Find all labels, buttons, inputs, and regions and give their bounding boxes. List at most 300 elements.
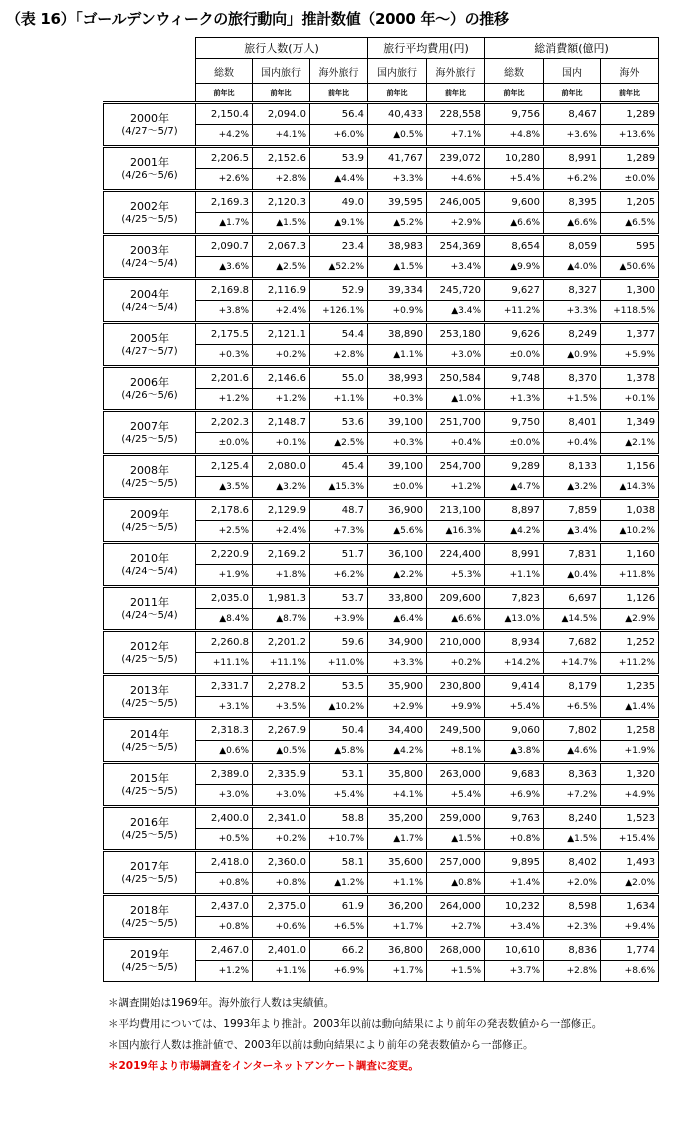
value-cell: 268,000	[427, 939, 485, 961]
value-cell: 66.2	[310, 939, 368, 961]
year-label	[104, 499, 196, 543]
yoy-cell: ▲6.6%	[427, 609, 485, 631]
yoy-cell: ▲0.5%	[368, 125, 427, 147]
yoy-cell: +6.9%	[485, 785, 544, 807]
yoy-header: 前年比	[368, 84, 427, 103]
yoy-cell: ▲4.4%	[310, 169, 368, 191]
value-cell: 9,414	[485, 675, 544, 697]
yoy-cell: +0.5%	[196, 829, 253, 851]
value-cell: 2,169.3	[196, 191, 253, 213]
yoy-cell: ±0.0%	[485, 433, 544, 455]
yoy-cell: +3.1%	[196, 697, 253, 719]
value-cell: 1,126	[601, 587, 659, 609]
value-cell: 8,179	[544, 675, 601, 697]
yoy-cell: +4.9%	[601, 785, 659, 807]
period-text: (4/27～5/7)	[121, 345, 178, 357]
yoy-cell: +14.7%	[544, 653, 601, 675]
yoy-cell: ▲52.2%	[310, 257, 368, 279]
yoy-cell: +3.6%	[544, 125, 601, 147]
period-text: (4/25～5/5)	[121, 917, 178, 929]
value-cell: 2,150.4	[196, 103, 253, 125]
value-cell: 2,341.0	[253, 807, 310, 829]
yoy-cell: +0.8%	[485, 829, 544, 851]
yoy-cell: ▲4.6%	[544, 741, 601, 763]
yoy-cell: +1.2%	[427, 477, 485, 499]
yoy-cell: +0.3%	[368, 389, 427, 411]
yoy-cell: +0.9%	[368, 301, 427, 323]
year-text: 2012年	[130, 639, 169, 653]
value-cell: 10,280	[485, 147, 544, 169]
yoy-cell: +11.1%	[196, 653, 253, 675]
value-cell: 2,146.6	[253, 367, 310, 389]
value-cell: 8,934	[485, 631, 544, 653]
yoy-cell: +2.8%	[253, 169, 310, 191]
year-label	[104, 851, 196, 895]
yoy-header: 前年比	[601, 84, 659, 103]
value-cell: 1,235	[601, 675, 659, 697]
yoy-cell: ▲6.4%	[368, 609, 427, 631]
value-cell: 8,467	[544, 103, 601, 125]
yoy-cell: ▲4.0%	[544, 257, 601, 279]
yoy-cell: +11.0%	[310, 653, 368, 675]
yoy-cell: +11.2%	[601, 653, 659, 675]
value-cell: 1,320	[601, 763, 659, 785]
table-row	[104, 719, 659, 741]
yoy-cell: +3.4%	[427, 257, 485, 279]
yoy-cell: +2.3%	[544, 917, 601, 939]
value-cell: 2,335.9	[253, 763, 310, 785]
value-cell: 53.7	[310, 587, 368, 609]
yoy-cell: ▲3.8%	[485, 741, 544, 763]
yoy-cell: ▲50.6%	[601, 257, 659, 279]
yoy-cell: ▲10.2%	[310, 697, 368, 719]
yoy-cell: +11.8%	[601, 565, 659, 587]
value-cell: 9,763	[485, 807, 544, 829]
value-cell: 2,080.0	[253, 455, 310, 477]
year-text: 2001年	[130, 155, 169, 169]
table-row	[104, 763, 659, 785]
year-text: 2007年	[130, 419, 169, 433]
year-label	[104, 763, 196, 807]
value-cell: 8,836	[544, 939, 601, 961]
value-cell: 2,206.5	[196, 147, 253, 169]
yoy-header: 前年比	[427, 84, 485, 103]
table-row	[104, 851, 659, 873]
year-label	[104, 147, 196, 191]
value-cell: 246,005	[427, 191, 485, 213]
value-cell: 39,100	[368, 455, 427, 477]
yoy-cell: +7.1%	[427, 125, 485, 147]
value-cell: 39,334	[368, 279, 427, 301]
yoy-cell: ▲1.2%	[310, 873, 368, 895]
value-cell: 209,600	[427, 587, 485, 609]
yoy-cell: +2.0%	[544, 873, 601, 895]
corner-cell	[104, 84, 196, 103]
value-cell: 2,318.3	[196, 719, 253, 741]
value-cell: 1,774	[601, 939, 659, 961]
value-cell: 39,100	[368, 411, 427, 433]
yoy-cell: +9.9%	[427, 697, 485, 719]
yoy-cell: +0.3%	[196, 345, 253, 367]
value-cell: 210,000	[427, 631, 485, 653]
yoy-cell: +0.2%	[253, 345, 310, 367]
value-cell: 34,900	[368, 631, 427, 653]
yoy-header: 前年比	[253, 84, 310, 103]
value-cell: 2,129.9	[253, 499, 310, 521]
value-cell: 2,331.7	[196, 675, 253, 697]
yoy-header: 前年比	[196, 84, 253, 103]
value-cell: 1,634	[601, 895, 659, 917]
yoy-cell: ▲6.6%	[544, 213, 601, 235]
year-text: 2009年	[130, 507, 169, 521]
value-cell: 9,626	[485, 323, 544, 345]
value-cell: 228,558	[427, 103, 485, 125]
table-row	[104, 279, 659, 301]
yoy-cell: +3.0%	[253, 785, 310, 807]
value-cell: 2,201.2	[253, 631, 310, 653]
value-cell: 2,360.0	[253, 851, 310, 873]
value-cell: 8,370	[544, 367, 601, 389]
yoy-cell: ▲2.0%	[601, 873, 659, 895]
year-label	[104, 235, 196, 279]
yoy-cell: ▲10.2%	[601, 521, 659, 543]
yoy-cell: +2.4%	[253, 301, 310, 323]
gw-travel-trend-table	[103, 37, 659, 982]
period-text: (4/25～5/5)	[121, 697, 178, 709]
value-cell: 259,000	[427, 807, 485, 829]
value-cell: 2,152.6	[253, 147, 310, 169]
value-cell: 33,800	[368, 587, 427, 609]
yoy-cell: ▲1.1%	[368, 345, 427, 367]
value-cell: 2,401.0	[253, 939, 310, 961]
period-text: (4/26～5/6)	[121, 169, 178, 181]
value-cell: 1,493	[601, 851, 659, 873]
year-text: 2015年	[130, 771, 169, 785]
period-text: (4/24～5/4)	[121, 257, 178, 269]
value-cell: 36,200	[368, 895, 427, 917]
group-header-total-spend: 総消費額(億円)	[485, 38, 659, 59]
yoy-cell: ▲9.9%	[485, 257, 544, 279]
value-cell: 8,240	[544, 807, 601, 829]
sub-header: 海外旅行	[310, 59, 368, 84]
yoy-cell: +4.1%	[253, 125, 310, 147]
value-cell: 58.8	[310, 807, 368, 829]
sub-header: 総数	[485, 59, 544, 84]
group-header-avg-cost: 旅行平均費用(円)	[368, 38, 485, 59]
yoy-cell: +2.8%	[544, 961, 601, 982]
value-cell: 51.7	[310, 543, 368, 565]
value-cell: 1,038	[601, 499, 659, 521]
value-cell: 213,100	[427, 499, 485, 521]
yoy-cell: ▲1.7%	[196, 213, 253, 235]
value-cell: 2,220.9	[196, 543, 253, 565]
yoy-cell: ▲5.2%	[368, 213, 427, 235]
year-label	[104, 807, 196, 851]
yoy-cell: +6.2%	[310, 565, 368, 587]
yoy-cell: ▲1.5%	[427, 829, 485, 851]
value-cell: 239,072	[427, 147, 485, 169]
yoy-cell: +8.6%	[601, 961, 659, 982]
period-text: (4/27～5/7)	[121, 125, 178, 137]
value-cell: 35,800	[368, 763, 427, 785]
yoy-cell: ▲8.4%	[196, 609, 253, 631]
table-row	[104, 939, 659, 961]
year-text: 2018年	[130, 903, 169, 917]
value-cell: 8,991	[485, 543, 544, 565]
yoy-cell: +8.1%	[427, 741, 485, 763]
value-cell: 2,094.0	[253, 103, 310, 125]
yoy-cell: +0.4%	[427, 433, 485, 455]
value-cell: 2,148.7	[253, 411, 310, 433]
yoy-cell: +1.2%	[196, 389, 253, 411]
yoy-cell: +3.8%	[196, 301, 253, 323]
year-text: 2004年	[130, 287, 169, 301]
year-text: 2003年	[130, 243, 169, 257]
value-cell: 257,000	[427, 851, 485, 873]
yoy-cell: +6.0%	[310, 125, 368, 147]
period-text: (4/25～5/5)	[121, 213, 178, 225]
value-cell: 1,300	[601, 279, 659, 301]
value-cell: 10,232	[485, 895, 544, 917]
period-text: (4/25～5/5)	[121, 741, 178, 753]
yoy-cell: ▲0.6%	[196, 741, 253, 763]
value-cell: 53.1	[310, 763, 368, 785]
table-row	[104, 191, 659, 213]
value-cell: 53.6	[310, 411, 368, 433]
yoy-header: 前年比	[485, 84, 544, 103]
value-cell: 7,831	[544, 543, 601, 565]
year-label	[104, 103, 196, 147]
yoy-cell: +1.5%	[427, 961, 485, 982]
value-cell: 61.9	[310, 895, 368, 917]
table-body	[104, 103, 659, 982]
yoy-cell: +0.1%	[253, 433, 310, 455]
yoy-cell: ▲6.5%	[601, 213, 659, 235]
value-cell: 2,467.0	[196, 939, 253, 961]
table-row	[104, 103, 659, 125]
value-cell: 53.9	[310, 147, 368, 169]
yoy-cell: +0.2%	[427, 653, 485, 675]
yoy-cell: +3.3%	[544, 301, 601, 323]
yoy-cell: ▲5.8%	[310, 741, 368, 763]
yoy-cell: +1.2%	[196, 961, 253, 982]
yoy-cell: ▲3.5%	[196, 477, 253, 499]
sub-header: 国内旅行	[368, 59, 427, 84]
yoy-cell: ▲0.8%	[427, 873, 485, 895]
sub-header: 海外	[601, 59, 659, 84]
yoy-cell: +0.6%	[253, 917, 310, 939]
value-cell: 9,895	[485, 851, 544, 873]
value-cell: 2,278.2	[253, 675, 310, 697]
value-cell: 2,090.7	[196, 235, 253, 257]
value-cell: 1,349	[601, 411, 659, 433]
value-cell: 9,060	[485, 719, 544, 741]
yoy-cell: +6.2%	[544, 169, 601, 191]
yoy-cell: +5.9%	[601, 345, 659, 367]
year-text: 2019年	[130, 947, 169, 961]
value-cell: 251,700	[427, 411, 485, 433]
value-cell: 2,201.6	[196, 367, 253, 389]
yoy-cell: ▲2.2%	[368, 565, 427, 587]
yoy-cell: +4.8%	[485, 125, 544, 147]
value-cell: 9,683	[485, 763, 544, 785]
table-row	[104, 587, 659, 609]
yoy-cell: +5.4%	[310, 785, 368, 807]
yoy-cell: ▲3.2%	[544, 477, 601, 499]
value-cell: 2,121.1	[253, 323, 310, 345]
value-cell: 245,720	[427, 279, 485, 301]
yoy-cell: +1.7%	[368, 961, 427, 982]
table-row	[104, 455, 659, 477]
period-text: (4/25～5/5)	[121, 873, 178, 885]
year-label	[104, 543, 196, 587]
yoy-cell: +5.4%	[485, 169, 544, 191]
yoy-cell: +9.4%	[601, 917, 659, 939]
value-cell: 264,000	[427, 895, 485, 917]
value-cell: 50.4	[310, 719, 368, 741]
value-cell: 8,401	[544, 411, 601, 433]
yoy-cell: ▲3.2%	[253, 477, 310, 499]
yoy-cell: +7.3%	[310, 521, 368, 543]
value-cell: 10,610	[485, 939, 544, 961]
table-row	[104, 411, 659, 433]
value-cell: 59.6	[310, 631, 368, 653]
year-text: 2016年	[130, 815, 169, 829]
value-cell: 52.9	[310, 279, 368, 301]
year-text: 2002年	[130, 199, 169, 213]
yoy-cell: ▲0.4%	[544, 565, 601, 587]
yoy-cell: +2.9%	[427, 213, 485, 235]
yoy-header: 前年比	[310, 84, 368, 103]
yoy-cell: +1.1%	[368, 873, 427, 895]
yoy-cell: +6.9%	[310, 961, 368, 982]
value-cell: 9,289	[485, 455, 544, 477]
yoy-cell: ▲2.5%	[253, 257, 310, 279]
value-cell: 2,125.4	[196, 455, 253, 477]
yoy-cell: +1.4%	[485, 873, 544, 895]
value-cell: 263,000	[427, 763, 485, 785]
value-cell: 2,169.8	[196, 279, 253, 301]
period-text: (4/25～5/5)	[121, 653, 178, 665]
period-text: (4/26～5/6)	[121, 389, 178, 401]
yoy-cell: ▲13.0%	[485, 609, 544, 631]
value-cell: 56.4	[310, 103, 368, 125]
yoy-cell: +6.5%	[310, 917, 368, 939]
yoy-cell: ▲15.3%	[310, 477, 368, 499]
yoy-cell: +1.9%	[196, 565, 253, 587]
sub-header: 総数	[196, 59, 253, 84]
value-cell: 1,160	[601, 543, 659, 565]
yoy-cell: ▲4.7%	[485, 477, 544, 499]
period-text: (4/25～5/5)	[121, 829, 178, 841]
value-cell: 2,067.3	[253, 235, 310, 257]
year-label	[104, 411, 196, 455]
yoy-cell: +126.1%	[310, 301, 368, 323]
value-cell: 35,600	[368, 851, 427, 873]
yoy-cell: +1.7%	[368, 917, 427, 939]
value-cell: 250,584	[427, 367, 485, 389]
year-label	[104, 367, 196, 411]
yoy-cell: +0.8%	[196, 917, 253, 939]
value-cell: 1,289	[601, 103, 659, 125]
table-row	[104, 895, 659, 917]
year-label	[104, 191, 196, 235]
value-cell: 1,156	[601, 455, 659, 477]
table-row	[104, 543, 659, 565]
table-row	[104, 675, 659, 697]
yoy-cell: +0.4%	[544, 433, 601, 455]
yoy-cell: ▲1.5%	[368, 257, 427, 279]
table-row	[104, 235, 659, 257]
value-cell: 36,800	[368, 939, 427, 961]
year-text: 2017年	[130, 859, 169, 873]
yoy-cell: +1.1%	[253, 961, 310, 982]
value-cell: 36,100	[368, 543, 427, 565]
yoy-cell: +1.3%	[485, 389, 544, 411]
value-cell: 230,800	[427, 675, 485, 697]
yoy-cell: +3.0%	[427, 345, 485, 367]
year-text: 2011年	[130, 595, 169, 609]
yoy-cell: ▲1.7%	[368, 829, 427, 851]
year-text: 2013年	[130, 683, 169, 697]
yoy-cell: +0.8%	[253, 873, 310, 895]
yoy-cell: +3.3%	[368, 653, 427, 675]
value-cell: 45.4	[310, 455, 368, 477]
yoy-cell: +4.1%	[368, 785, 427, 807]
value-cell: 1,258	[601, 719, 659, 741]
period-text: (4/25～5/5)	[121, 521, 178, 533]
table-row	[104, 323, 659, 345]
year-label	[104, 939, 196, 982]
year-label	[104, 675, 196, 719]
table-row	[104, 807, 659, 829]
value-cell: 8,249	[544, 323, 601, 345]
yoy-cell: +13.6%	[601, 125, 659, 147]
period-text: (4/25～5/5)	[121, 477, 178, 489]
page-title: （表 16）「ゴールデンウィークの旅行動向」推計数値（2000 年～）の推移	[6, 10, 509, 28]
value-cell: 2,120.3	[253, 191, 310, 213]
yoy-cell: +3.7%	[485, 961, 544, 982]
value-cell: 39,595	[368, 191, 427, 213]
value-cell: 8,133	[544, 455, 601, 477]
value-cell: 8,327	[544, 279, 601, 301]
value-cell: 7,859	[544, 499, 601, 521]
yoy-cell: +10.7%	[310, 829, 368, 851]
table-row	[104, 147, 659, 169]
value-cell: 254,700	[427, 455, 485, 477]
yoy-cell: ▲9.1%	[310, 213, 368, 235]
table-row	[104, 499, 659, 521]
yoy-cell: +0.1%	[601, 389, 659, 411]
yoy-cell: ±0.0%	[196, 433, 253, 455]
value-cell: 1,289	[601, 147, 659, 169]
yoy-cell: ▲14.3%	[601, 477, 659, 499]
value-cell: 9,627	[485, 279, 544, 301]
value-cell: 1,378	[601, 367, 659, 389]
value-cell: 8,402	[544, 851, 601, 873]
value-cell: 2,116.9	[253, 279, 310, 301]
value-cell: 38,993	[368, 367, 427, 389]
yoy-cell: +1.9%	[601, 741, 659, 763]
value-cell: 249,500	[427, 719, 485, 741]
value-cell: 38,890	[368, 323, 427, 345]
value-cell: 253,180	[427, 323, 485, 345]
yoy-header: 前年比	[544, 84, 601, 103]
value-cell: 224,400	[427, 543, 485, 565]
year-text: 2010年	[130, 551, 169, 565]
footnote: ＊調査開始は1969年。海外旅行人数は実績値。	[108, 997, 335, 1009]
value-cell: 23.4	[310, 235, 368, 257]
